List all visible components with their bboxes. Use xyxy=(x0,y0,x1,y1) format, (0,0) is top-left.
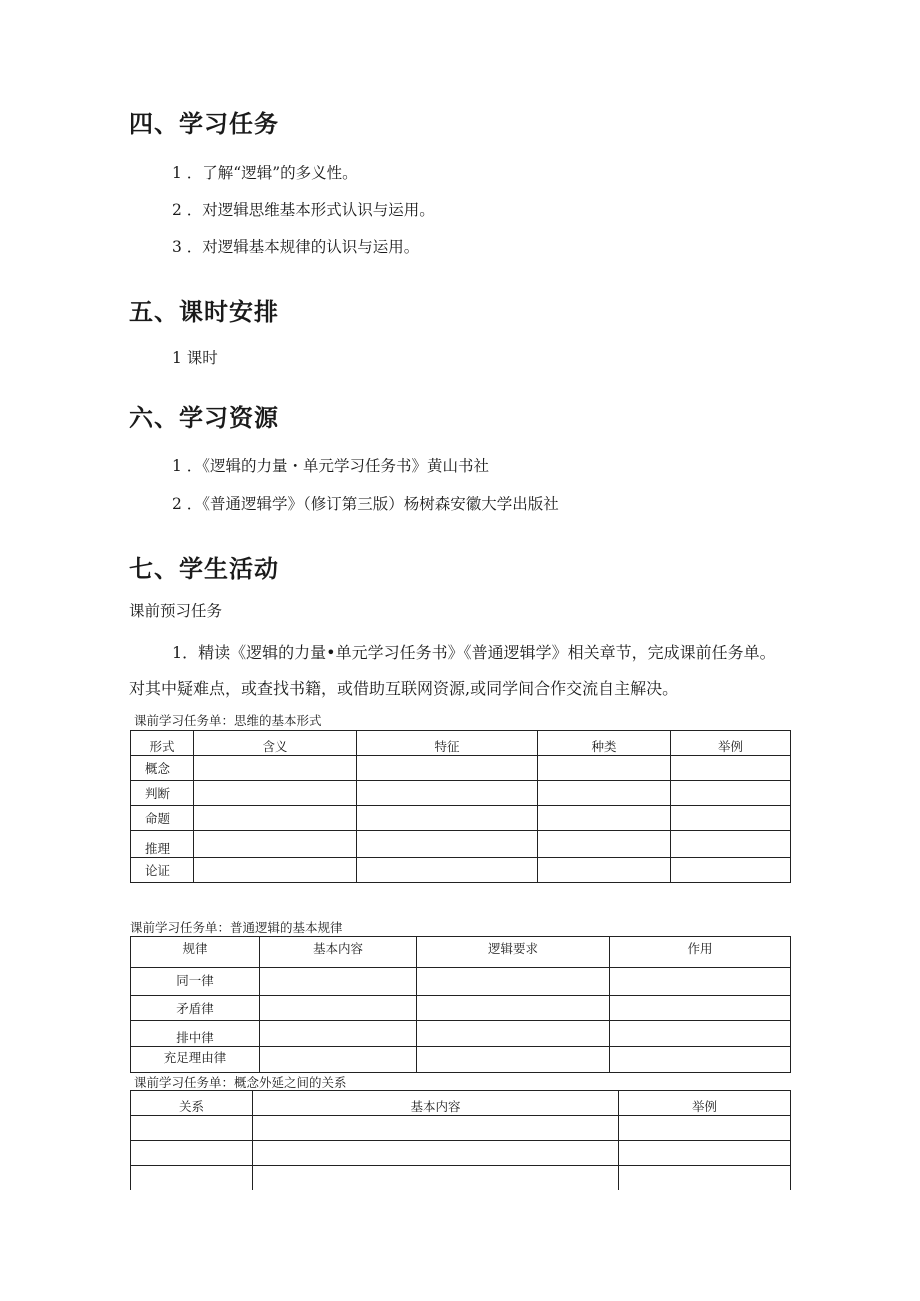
table2-caption: 课前学习任务单：普通逻辑的基本规律 xyxy=(130,920,343,935)
table1-caption: 课前学习任务单：思维的基本形式 xyxy=(134,713,322,728)
table-cell xyxy=(357,806,538,831)
table-cell xyxy=(417,968,610,996)
table-cell xyxy=(671,756,791,781)
table-cell xyxy=(610,1021,791,1047)
table2-header-cell: 逻辑要求 xyxy=(417,937,610,968)
heading-resources: 六、学习资源 xyxy=(129,404,279,432)
table-cell xyxy=(619,1116,791,1141)
table-cell xyxy=(417,1047,610,1073)
heading-learning-tasks: 四、学习任务 xyxy=(129,110,279,138)
table-row xyxy=(131,1047,791,1073)
table-cell xyxy=(671,806,791,831)
table1-header-row xyxy=(131,731,791,756)
table-cell xyxy=(538,756,671,781)
table-cell xyxy=(538,831,671,858)
resource-item-2: 2 ．《普通逻辑学》（修订第三版）杨树森安徽大学出版社 xyxy=(172,495,559,513)
table-cell xyxy=(610,996,791,1021)
table-cell xyxy=(357,756,538,781)
table-row xyxy=(131,831,791,858)
activities-para-line1: 1．精读《逻辑的力量•单元学习任务书》《普通逻辑学》相关章节，完成课前任务单。 xyxy=(172,643,776,662)
table-cell xyxy=(538,806,671,831)
table-row xyxy=(131,1116,791,1141)
table-cell xyxy=(260,968,417,996)
table-cell xyxy=(357,831,538,858)
activities-para-line2: 对其中疑难点，或查找书籍，或借助互联网资源,或同学间合作交流自主解决。 xyxy=(129,679,679,698)
table2-row-label: 矛盾律 xyxy=(131,996,260,1021)
table-cell xyxy=(671,858,791,883)
table2-header-cell: 作用 xyxy=(610,937,791,968)
table-cell xyxy=(194,756,357,781)
table-cell xyxy=(610,1047,791,1073)
table1-header-cell: 形式 xyxy=(131,731,194,756)
table-row xyxy=(131,756,791,781)
table-row xyxy=(131,1021,791,1047)
table2-header-cell: 基本内容 xyxy=(260,937,417,968)
table3-header-cell: 基本内容 xyxy=(253,1091,619,1116)
table1-header-cell: 含义 xyxy=(194,731,357,756)
table-cell xyxy=(357,781,538,806)
table3-header-row xyxy=(131,1091,791,1116)
table-cell xyxy=(194,831,357,858)
table-cell xyxy=(538,781,671,806)
table2-row-label: 充足理由律 xyxy=(131,1047,260,1073)
table-cell xyxy=(253,1141,619,1166)
table2-header-cell: 规律 xyxy=(131,937,260,968)
table3-header-cell: 关系 xyxy=(131,1091,253,1116)
table1-header-cell: 举例 xyxy=(671,731,791,756)
table-cell xyxy=(260,996,417,1021)
table-row xyxy=(131,996,791,1021)
table-cell xyxy=(131,1116,253,1141)
table-cell xyxy=(260,1047,417,1073)
table-row xyxy=(131,781,791,806)
resource-item-1: 1 ．《逻辑的力量・单元学习任务书》黄山书社 xyxy=(172,457,490,475)
table3-caption: 课前学习任务单：概念外延之间的关系 xyxy=(134,1075,347,1090)
table-thinking-forms xyxy=(130,730,791,883)
heading-activities: 七、学生活动 xyxy=(129,555,279,583)
table-cell xyxy=(131,1141,253,1166)
table1-row-label: 命题 xyxy=(131,806,194,831)
table-row xyxy=(131,1141,791,1166)
table-cell xyxy=(671,781,791,806)
table-cell xyxy=(260,1021,417,1047)
table-cell xyxy=(619,1141,791,1166)
table2-row-label: 排中律 xyxy=(131,1021,260,1047)
table-row xyxy=(131,806,791,831)
table1-header-cell: 种类 xyxy=(538,731,671,756)
table2-header-row xyxy=(131,937,791,968)
table-logic-laws xyxy=(130,936,791,1073)
task-item-1: 1 ．了解“逻辑”的多义性。 xyxy=(172,164,358,182)
table-cell xyxy=(194,806,357,831)
heading-schedule: 五、课时安排 xyxy=(129,298,279,326)
schedule-text: 1 课时 xyxy=(172,349,218,367)
table-row xyxy=(131,1166,791,1190)
table-row xyxy=(131,968,791,996)
table-cell xyxy=(417,1021,610,1047)
table-cell xyxy=(357,858,538,883)
table-cell xyxy=(131,1166,253,1190)
table1-row-label: 判断 xyxy=(131,781,194,806)
table-row xyxy=(131,858,791,883)
table1-row-label: 概念 xyxy=(131,756,194,781)
table-cell xyxy=(194,858,357,883)
table3-header-cell: 举例 xyxy=(619,1091,791,1116)
table-cell xyxy=(619,1166,791,1190)
activities-subheading: 课前预习任务 xyxy=(129,602,223,620)
table-cell xyxy=(671,831,791,858)
table2-row-label: 同一律 xyxy=(131,968,260,996)
table-cell xyxy=(538,858,671,883)
table-cell xyxy=(417,996,610,1021)
table-cell xyxy=(610,968,791,996)
table-cell xyxy=(253,1166,619,1190)
task-item-2: 2 ．对逻辑思维基本形式认识与运用。 xyxy=(172,201,435,219)
task-item-3: 3 ．对逻辑基本规律的认识与运用。 xyxy=(172,238,420,256)
table1-row-label: 论证 xyxy=(131,858,194,883)
table-cell xyxy=(253,1116,619,1141)
table1-header-cell: 特征 xyxy=(357,731,538,756)
table1-row-label: 推理 xyxy=(131,831,194,858)
table-concept-relations xyxy=(130,1090,791,1190)
table-cell xyxy=(194,781,357,806)
